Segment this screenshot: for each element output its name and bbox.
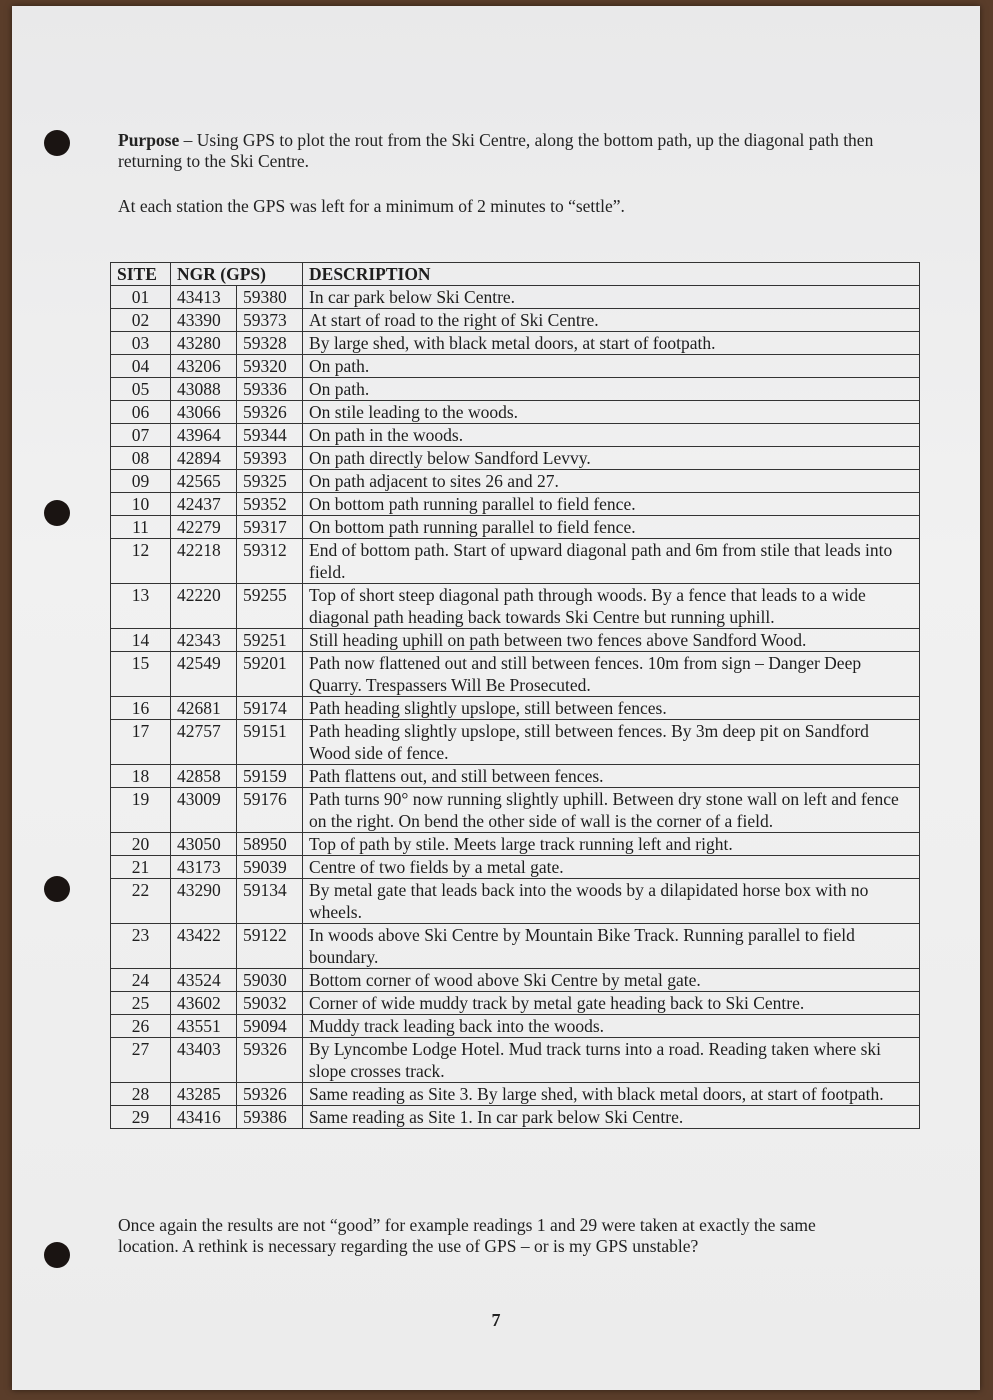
description-cell: Same reading as Site 3. By large shed, with black metal doors, at start of footpath. [303, 1083, 920, 1106]
northing-cell: 59039 [237, 856, 303, 879]
description-cell: On path in the woods. [303, 424, 920, 447]
description-cell: End of bottom path. Start of upward diagonal path and 6m from stile that leads into field. [303, 539, 920, 584]
northing-cell: 59032 [237, 992, 303, 1015]
northing-cell: 59174 [237, 697, 303, 720]
table-row [111, 720, 920, 765]
table-row [111, 1106, 920, 1129]
northing-cell: 59336 [237, 378, 303, 401]
table-row [111, 584, 920, 629]
site-cell: 26 [111, 1015, 171, 1038]
site-cell: 18 [111, 765, 171, 788]
easting-cell: 42279 [171, 516, 237, 539]
punch-hole [44, 876, 70, 902]
description-cell: In car park below Ski Centre. [303, 286, 920, 309]
description-cell: Bottom corner of wood above Ski Centre by metal gate. [303, 969, 920, 992]
description-cell: Path heading slightly upslope, still between fences. [303, 697, 920, 720]
description-cell: Top of short steep diagonal path through woods. By a fence that leads to a wide diagonal path heading back towards Ski Centre but running uphill. [303, 584, 920, 629]
table-row [111, 652, 920, 697]
site-cell: 04 [111, 355, 171, 378]
table-row [111, 879, 920, 924]
site-cell: 13 [111, 584, 171, 629]
header-description: DESCRIPTION [303, 263, 920, 286]
table-row [111, 493, 920, 516]
easting-cell: 43280 [171, 332, 237, 355]
easting-cell: 42858 [171, 765, 237, 788]
site-cell: 28 [111, 1083, 171, 1106]
description-cell: On path directly below Sandford Levvy. [303, 447, 920, 470]
northing-cell: 59373 [237, 309, 303, 332]
table-row [111, 309, 920, 332]
easting-cell: 43285 [171, 1083, 237, 1106]
easting-cell: 43602 [171, 992, 237, 1015]
table-row [111, 378, 920, 401]
easting-cell: 43390 [171, 309, 237, 332]
site-cell: 07 [111, 424, 171, 447]
description-cell: Still heading uphill on path between two fences above Sandford Wood. [303, 629, 920, 652]
easting-cell: 43206 [171, 355, 237, 378]
site-cell: 17 [111, 720, 171, 765]
northing-cell: 59159 [237, 765, 303, 788]
easting-cell: 42218 [171, 539, 237, 584]
easting-cell: 43173 [171, 856, 237, 879]
table-row [111, 470, 920, 493]
easting-cell: 43290 [171, 879, 237, 924]
site-cell: 23 [111, 924, 171, 969]
table-row [111, 332, 920, 355]
table-row [111, 401, 920, 424]
easting-cell: 43413 [171, 286, 237, 309]
closing-paragraph: Once again the results are not “good” for example readings 1 and 29 were taken at exactly the same location. A rethink is necessary regarding the use of GPS – or is my GPS unstable? [118, 1215, 816, 1256]
header-ngr: NGR (GPS) [171, 263, 303, 286]
site-cell: 20 [111, 833, 171, 856]
northing-cell: 59380 [237, 286, 303, 309]
easting-cell: 43050 [171, 833, 237, 856]
easting-cell: 43964 [171, 424, 237, 447]
table-row [111, 286, 920, 309]
site-cell: 03 [111, 332, 171, 355]
document-page [12, 6, 980, 1390]
site-cell: 10 [111, 493, 171, 516]
northing-cell: 59134 [237, 879, 303, 924]
description-cell: Corner of wide muddy track by metal gate heading back to Ski Centre. [303, 992, 920, 1015]
description-cell: Path turns 90° now running slightly uphill. Between dry stone wall on left and fence on the right. On bend the other side of wall is the corner of a field. [303, 788, 920, 833]
table-row [111, 697, 920, 720]
description-cell: On stile leading to the woods. [303, 401, 920, 424]
northing-cell: 59151 [237, 720, 303, 765]
site-cell: 09 [111, 470, 171, 493]
site-cell: 24 [111, 969, 171, 992]
description-cell: On path. [303, 355, 920, 378]
northing-cell: 58950 [237, 833, 303, 856]
description-cell: In woods above Ski Centre by Mountain Bike Track. Running parallel to field boundary. [303, 924, 920, 969]
table-row [111, 424, 920, 447]
table-row [111, 629, 920, 652]
northing-cell: 59326 [237, 1038, 303, 1083]
description-cell: Top of path by stile. Meets large track running left and right. [303, 833, 920, 856]
description-cell: Same reading as Site 1. In car park below Ski Centre. [303, 1106, 920, 1129]
easting-cell: 43009 [171, 788, 237, 833]
header-site: SITE [111, 263, 171, 286]
site-cell: 05 [111, 378, 171, 401]
northing-cell: 59176 [237, 788, 303, 833]
easting-cell: 43088 [171, 378, 237, 401]
purpose-text: – Using GPS to plot the rout from the Ski Centre, along the bottom path, up the diagonal path then returning to the Ski Centre. [118, 130, 874, 171]
description-cell: Centre of two fields by a metal gate. [303, 856, 920, 879]
northing-cell: 59122 [237, 924, 303, 969]
site-cell: 25 [111, 992, 171, 1015]
northing-cell: 59352 [237, 493, 303, 516]
purpose-paragraph [118, 130, 908, 172]
site-cell: 11 [111, 516, 171, 539]
site-cell: 27 [111, 1038, 171, 1083]
punch-hole [44, 500, 70, 526]
description-cell: On path. [303, 378, 920, 401]
northing-cell: 59251 [237, 629, 303, 652]
site-cell: 01 [111, 286, 171, 309]
table-row [111, 516, 920, 539]
northing-cell: 59320 [237, 355, 303, 378]
table-row [111, 447, 920, 470]
northing-cell: 59326 [237, 401, 303, 424]
site-cell: 16 [111, 697, 171, 720]
northing-cell: 59094 [237, 1015, 303, 1038]
site-cell: 08 [111, 447, 171, 470]
description-cell: By large shed, with black metal doors, at start of footpath. [303, 332, 920, 355]
easting-cell: 43416 [171, 1106, 237, 1129]
easting-cell: 42220 [171, 584, 237, 629]
punch-hole [44, 130, 70, 156]
easting-cell: 42549 [171, 652, 237, 697]
purpose-label: Purpose [118, 130, 180, 150]
northing-cell: 59344 [237, 424, 303, 447]
northing-cell: 59393 [237, 447, 303, 470]
table-row [111, 833, 920, 856]
site-cell: 21 [111, 856, 171, 879]
easting-cell: 42757 [171, 720, 237, 765]
northing-cell: 59201 [237, 652, 303, 697]
description-cell: At start of road to the right of Ski Centre. [303, 309, 920, 332]
northing-cell: 59255 [237, 584, 303, 629]
northing-cell: 59312 [237, 539, 303, 584]
site-cell: 29 [111, 1106, 171, 1129]
site-cell: 12 [111, 539, 171, 584]
table-header-row [111, 263, 920, 286]
easting-cell: 42681 [171, 697, 237, 720]
site-cell: 22 [111, 879, 171, 924]
table-row [111, 856, 920, 879]
site-cell: 14 [111, 629, 171, 652]
easting-cell: 42343 [171, 629, 237, 652]
description-cell: On path adjacent to sites 26 and 27. [303, 470, 920, 493]
easting-cell: 43403 [171, 1038, 237, 1083]
northing-cell: 59326 [237, 1083, 303, 1106]
site-cell: 15 [111, 652, 171, 697]
easting-cell: 43524 [171, 969, 237, 992]
northing-cell: 59030 [237, 969, 303, 992]
northing-cell: 59386 [237, 1106, 303, 1129]
northing-cell: 59325 [237, 470, 303, 493]
table-row [111, 355, 920, 378]
table-row [111, 1015, 920, 1038]
table-row [111, 1083, 920, 1106]
table-row [111, 788, 920, 833]
table-row [111, 992, 920, 1015]
northing-cell: 59328 [237, 332, 303, 355]
description-cell: On bottom path running parallel to field fence. [303, 516, 920, 539]
description-cell: Path flattens out, and still between fences. [303, 765, 920, 788]
description-cell: Path now flattened out and still between fences. 10m from sign – Danger Deep Quarry. Trespassers Will Be Prosecuted. [303, 652, 920, 697]
description-cell: Path heading slightly upslope, still between fences. By 3m deep pit on Sandford Wood side of fence. [303, 720, 920, 765]
easting-cell: 43551 [171, 1015, 237, 1038]
station-paragraph: At each station the GPS was left for a minimum of 2 minutes to “settle”. [118, 196, 625, 216]
site-cell: 19 [111, 788, 171, 833]
easting-cell: 42565 [171, 470, 237, 493]
easting-cell: 42894 [171, 447, 237, 470]
northing-cell: 59317 [237, 516, 303, 539]
page-number: 7 [491, 1310, 501, 1330]
site-cell: 02 [111, 309, 171, 332]
gps-readings-table [110, 262, 920, 1129]
easting-cell: 43422 [171, 924, 237, 969]
easting-cell: 43066 [171, 401, 237, 424]
table-row [111, 969, 920, 992]
description-cell: By metal gate that leads back into the woods by a dilapidated horse box with no wheels. [303, 879, 920, 924]
site-cell: 06 [111, 401, 171, 424]
description-cell: Muddy track leading back into the woods. [303, 1015, 920, 1038]
table-row [111, 765, 920, 788]
description-cell: By Lyncombe Lodge Hotel. Mud track turns into a road. Reading taken where ski slope crosses track. [303, 1038, 920, 1083]
table-row [111, 539, 920, 584]
easting-cell: 42437 [171, 493, 237, 516]
table-row [111, 1038, 920, 1083]
description-cell: On bottom path running parallel to field fence. [303, 493, 920, 516]
table-row [111, 924, 920, 969]
punch-hole [44, 1242, 70, 1268]
